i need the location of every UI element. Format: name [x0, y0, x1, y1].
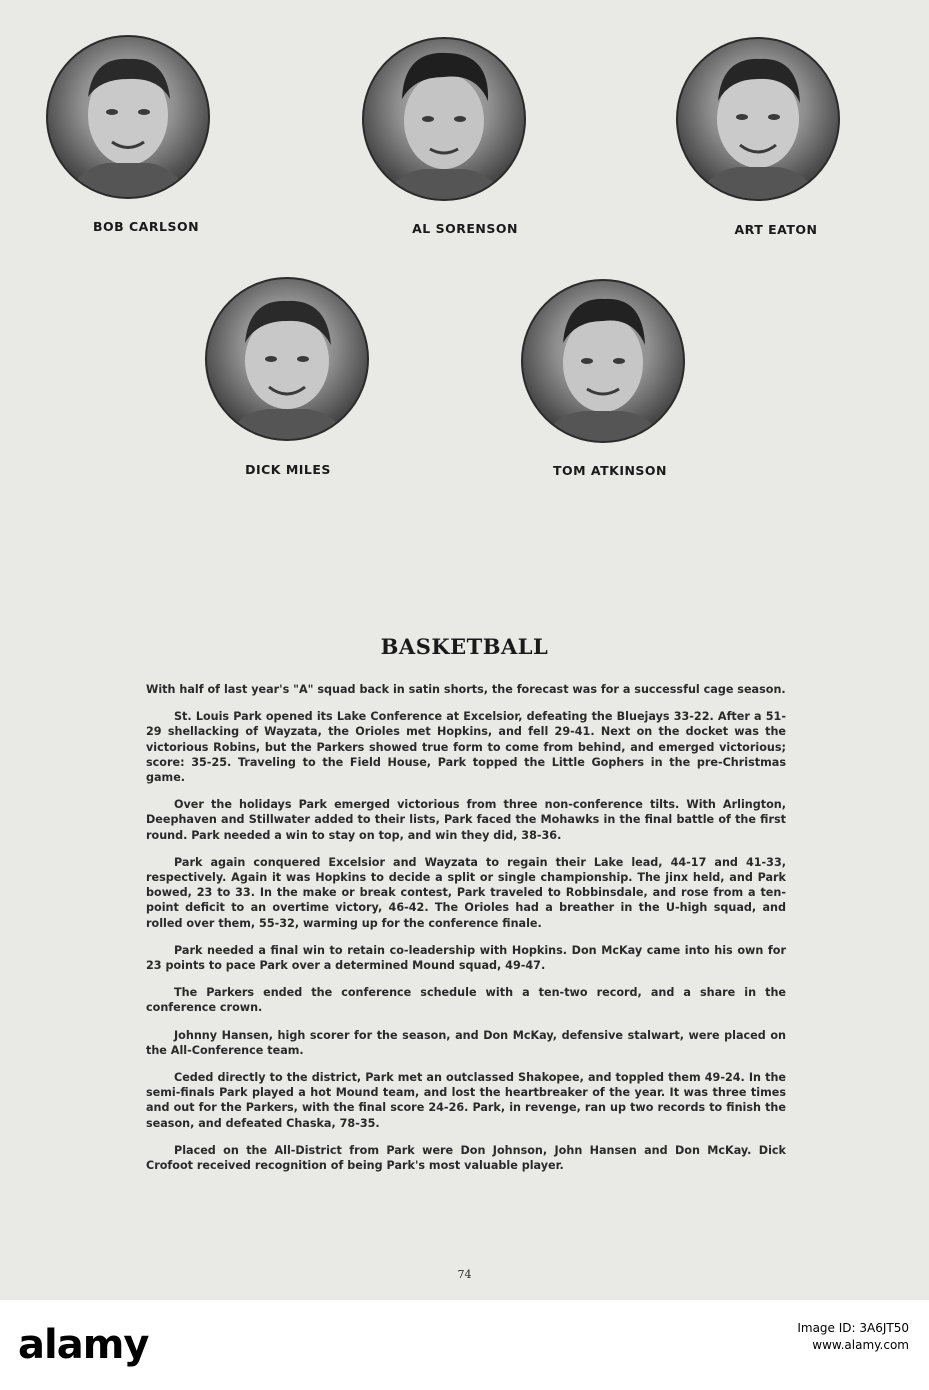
brand-logo: alamy: [18, 1322, 149, 1368]
portrait-art-eaton: [676, 37, 840, 201]
player-name: DICK MILES: [245, 462, 331, 477]
player-name: ART EATON: [734, 222, 818, 237]
stock-footer: [0, 1300, 929, 1390]
player-name: AL SORENSON: [412, 221, 518, 236]
footer-url: www.alamy.com: [812, 1338, 909, 1352]
article-body: [146, 682, 786, 1185]
portrait-tom-atkinson: [521, 279, 685, 443]
section-title: BASKETBALL: [380, 634, 549, 659]
portrait-bob-carlson: [46, 35, 210, 199]
article-paragraph: Johnny Hansen, high scorer for the season, and Don McKay, defensive stalwart, were placed on the All-Conference team.: [146, 1028, 786, 1057]
portrait-photo: [364, 39, 524, 199]
article-paragraph: St. Louis Park opened its Lake Conference at Excelsior, defeating the Bluejays 33-22. After a 51-29 shellacking of Wayzata, the Orioles met Hopkins, and fell 29-41. Next on the docket was the victorious Robins, but the Parkers showed true form to come from behind, and emerged victorious; score: 35-25. Traveling to the Field House, Park topped the Little Gophers in the pre-Christmas game.: [146, 710, 786, 785]
portrait-dick-miles: [205, 277, 369, 441]
player-name: BOB CARLSON: [92, 219, 200, 234]
article-paragraph: With half of last year's "A" squad back in satin shorts, the forecast was for a successful cage season.: [146, 683, 786, 696]
portrait-photo: [207, 279, 367, 439]
article-paragraph: Ceded directly to the district, Park met an outclassed Shakopee, and toppled them 49-24. In the semi-finals Park played a hot Mound team, and lost the heartbreaker of the year. It was three times and out for the Parkers, with the final score 24-26. Park, in revenge, ran up two records to finish the season, and defeated Chaska, 78-35.: [146, 1071, 786, 1130]
article-paragraph: Over the holidays Park emerged victorious from three non-conference tilts. With Arlington, Deephaven and Stillwater added to their lists, Park faced the Mohawks in the final battle of the first round. Park needed a win to stay on top, and win they did, 38-36.: [146, 798, 786, 842]
portrait-photo: [678, 39, 838, 199]
player-name: TOM ATKINSON: [552, 463, 668, 478]
image-id-text: Image ID: 3A6JT50: [797, 1321, 909, 1335]
portrait-al-sorenson: [362, 37, 526, 201]
page-number: 74: [457, 1268, 472, 1281]
article-paragraph: Placed on the All-District from Park were Don Johnson, John Hansen and Don McKay. Dick Crofoot received recognition of being Park's most valuable player.: [146, 1143, 786, 1173]
article-paragraph: The Parkers ended the conference schedule with a ten-two record, and a share in the conference crown.: [146, 986, 786, 1015]
article-paragraph: Park again conquered Excelsior and Wayzata to regain their Lake lead, 44-17 and 41-33, respectively. Again it was Hopkins to decide a split or single championship. The jinx held, and Park bowed, 23 to 33. In the make or break contest, Park traveled to Robbinsdale, and rose from a ten-point deficit to an overtime victory, 46-42. The Orioles had a breather in the U-high squad, and rolled over them, 55-32, warming up for the conference finale.: [146, 855, 786, 930]
portrait-photo: [523, 281, 683, 441]
portrait-photo: [48, 37, 208, 197]
footer-info: [609, 1320, 909, 1354]
article-paragraph: Park needed a final win to retain co-leadership with Hopkins. Don McKay came into his own for 23 points to pace Park over a determined Mound squad, 49-47.: [146, 943, 786, 973]
